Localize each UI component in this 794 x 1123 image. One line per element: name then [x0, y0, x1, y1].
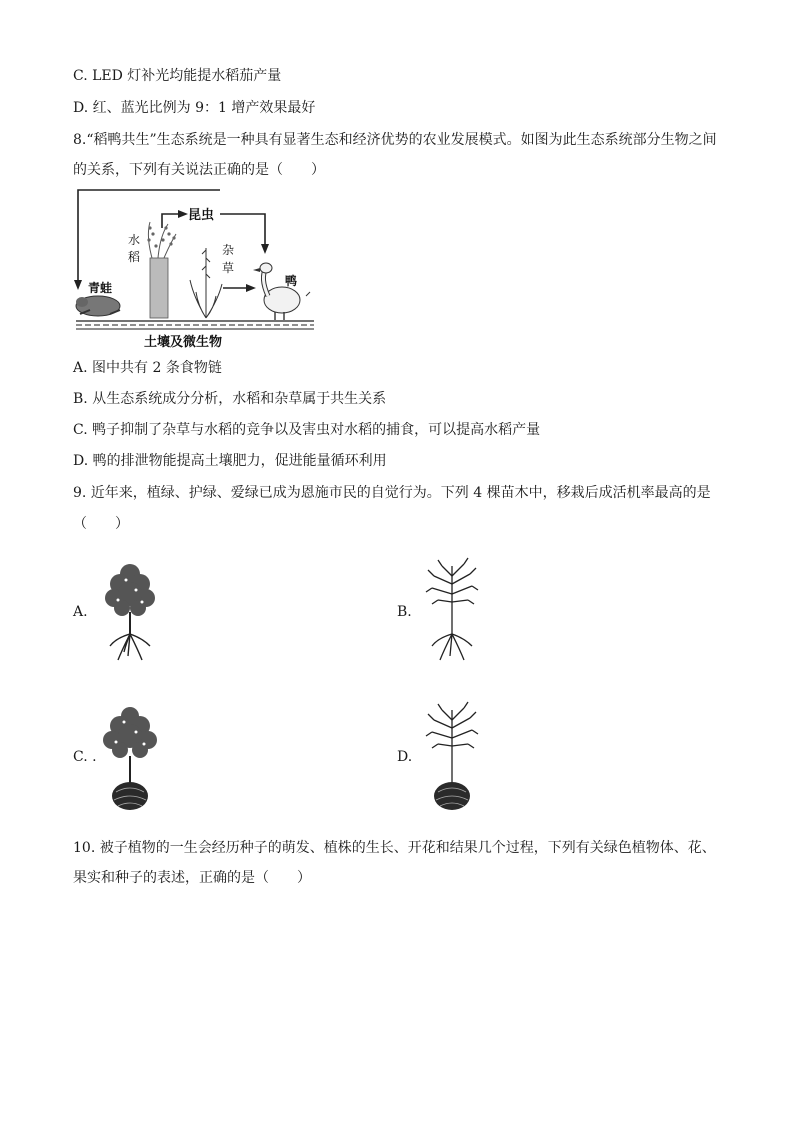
weed-plant-drawing [190, 248, 222, 318]
frog-drawing [76, 296, 120, 316]
q9-option-d-label: D. [397, 749, 413, 765]
q8-option-c: C. 鸭子抑制了杂草与水稻的竞争以及害虫对水稻的捕食，可以提高水稻产量 [73, 422, 541, 438]
rice-duck-food-web-diagram [70, 188, 320, 353]
q8-option-d: D. 鸭的排泄物能提高土壤肥力，促进能量循环利用 [73, 453, 387, 469]
label-weed-2: 草 [222, 261, 235, 275]
q8-option-b: B. 从生态系统成分分析，水稻和杂草属于共生关系 [73, 391, 387, 407]
q9-stem-line2: （ ） [73, 516, 129, 532]
q9-option-b-label: B. [397, 604, 412, 620]
q9-option-a-label: A. [73, 604, 88, 620]
duck-drawing [253, 263, 310, 320]
sapling-c-leafy-root-ball [98, 700, 162, 814]
q7-option-c: C. LED 灯补光均能提水稻茄产量 [73, 68, 282, 84]
label-frog: 青蛙 [88, 281, 113, 295]
q10-stem-line1: 10. 被子植物的一生会经历种子的萌发、植株的生长、开花和结果几个过程，下列有关绿色植物体、花、 [73, 840, 716, 856]
q9-stem-line1: 9. 近年来，植绿、护绿、爱绿已成为恩施市民的自觉行为。下列 4 棵苗木中，移栽后成活机率最高的是 [73, 485, 711, 501]
sapling-b-bare-branches-bare-roots [420, 556, 484, 666]
q10-stem-line2: 果实和种子的表述，正确的是（ ） [73, 870, 311, 886]
label-soil: 土壤及微生物 [144, 335, 223, 350]
sapling-d-bare-branches-root-ball [420, 700, 484, 814]
label-rice-1: 水 [128, 233, 141, 247]
label-duck: 鸭 [285, 274, 298, 288]
rice-plant-drawing [147, 222, 176, 318]
q7-option-d: D. 红、蓝光比例为 9：1 增产效果最好 [73, 100, 316, 116]
label-insect: 昆虫 [188, 208, 215, 223]
label-weed-1: 杂 [222, 243, 235, 257]
q8-stem-line2: 的关系，下列有关说法正确的是（ ） [73, 162, 325, 178]
q9-option-c-label: C. . [73, 749, 97, 765]
q8-option-a: A. 图中共有 2 条食物链 [73, 360, 222, 376]
q8-stem-line1: 8.“稻鸭共生”生态系统是一种具有显著生态和经济优势的农业发展模式。如图为此生态系统部分生物之间 [73, 132, 717, 148]
sapling-a-leafy-bare-roots [98, 556, 162, 666]
label-rice-2: 稻 [128, 250, 141, 264]
